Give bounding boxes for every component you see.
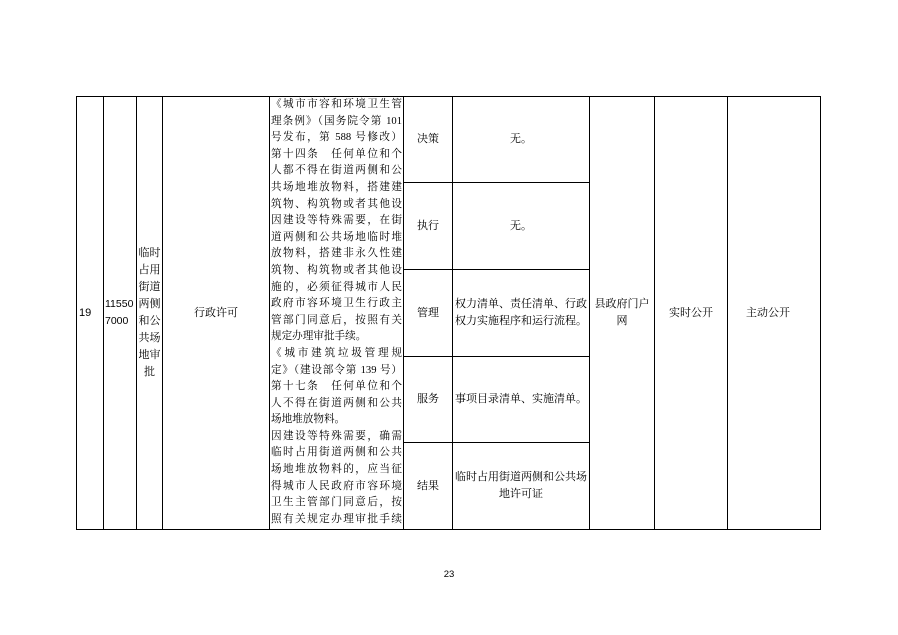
legal-basis-line: 照有关规定办理审批手续 (271, 513, 402, 525)
legal-basis-line: 号发布，第 588 号修改） (271, 132, 402, 144)
item-category-cell (163, 97, 270, 530)
legal-basis-line: 施的，必须征得城市人民 (271, 281, 402, 293)
stage-cell-decision (404, 97, 453, 183)
legal-basis-line: 道两侧和公共场地临时堆 (271, 231, 402, 243)
legal-basis-line: 第十四条 任何单位和个 (271, 148, 402, 160)
legal-basis-line: 理条例》（国务院令第 101 (271, 115, 402, 127)
disclosure-table (76, 96, 821, 530)
legal-basis-line: 第十七条 任何单位和个 (271, 381, 402, 393)
legal-basis-line: 规定办理审批手续。 (271, 331, 367, 343)
legal-basis-line: 政府市容环境卫生行政主 (271, 298, 402, 310)
page-number: 23 (443, 569, 455, 580)
stage-cell-management (404, 270, 453, 357)
legal-basis-line: 因建设等特殊需要，在街 (271, 215, 402, 227)
item-code: 115507000 (105, 298, 134, 327)
item-name-cell (137, 97, 163, 530)
legal-basis-line: 放物料，搭建非永久性建 (271, 248, 402, 260)
legal-basis-text (270, 97, 404, 530)
stage-label: 服务 (417, 393, 439, 405)
stage-content: 临时占用街道两侧和公共场地许可证 (455, 471, 587, 500)
item-code-cell (104, 97, 137, 530)
publication-timing: 实时公开 (669, 306, 713, 319)
stage-content-cell-management (453, 270, 590, 357)
stage-label: 管理 (417, 306, 439, 319)
stage-content: 无。 (510, 133, 532, 145)
legal-basis-line: 临时占用街道两侧和公共 (271, 447, 402, 459)
stage-content-cell-execution (453, 183, 590, 270)
stage-label: 决策 (417, 133, 439, 145)
stage-content-cell-decision (453, 97, 590, 183)
legal-basis-line: 人都不得在街道两侧和公 (271, 165, 402, 177)
item-category: 行政许可 (194, 306, 238, 319)
stage-label: 结果 (417, 479, 439, 492)
legal-basis-line: 筑物、构筑物或者其他设 (271, 198, 402, 210)
legal-basis-line: 得城市人民政府市容环境 (271, 480, 402, 492)
publication-channel: 县政府门户网 (594, 298, 650, 327)
legal-basis-line: 场地堆放物料。 (271, 414, 346, 426)
row-number: 19 (79, 306, 92, 319)
stage-content: 无。 (510, 219, 532, 232)
legal-basis-line: 卫生主管部门同意后，按 (271, 497, 402, 509)
publication-channel-cell (590, 97, 655, 530)
stage-content: 事项目录清单、实施清单。 (455, 393, 587, 405)
legal-basis-line: 人不得在街道两侧和公共 (271, 397, 402, 409)
item-name: 临时占用街道两侧和公共场地审批 (138, 247, 161, 378)
publication-mode-cell (728, 97, 821, 530)
stage-label: 执行 (417, 219, 439, 232)
legal-basis-line: 《城市市容和环境卫生管 (271, 99, 402, 110)
stage-cell-service (404, 357, 453, 443)
stage-content: 权力清单、责任清单、行政权力实施程序和运行流程。 (455, 298, 587, 327)
row-number-cell (77, 97, 104, 530)
legal-basis-line: 共场地堆放物料，搭建建 (271, 181, 402, 193)
legal-basis-line: 管部门同意后，按照有关 (271, 314, 402, 326)
legal-basis-line: 场地堆放物料的，应当征 (271, 464, 402, 476)
legal-basis-line: 因建设等特殊需要，确需 (271, 430, 402, 442)
legal-basis-line: 筑物、构筑物或者其他设 (271, 264, 402, 276)
publication-timing-cell (655, 97, 728, 530)
publication-mode: 主动公开 (746, 306, 790, 319)
legal-basis-line: 定》（建设部令第 139 号） (271, 364, 402, 376)
stage-cell-result (404, 443, 453, 530)
stage-cell-execution (404, 183, 453, 270)
stage-content-cell-service (453, 357, 590, 443)
stage-content-cell-result (453, 443, 590, 530)
legal-basis-line: 《城市建筑垃圾管理规 (271, 347, 402, 359)
